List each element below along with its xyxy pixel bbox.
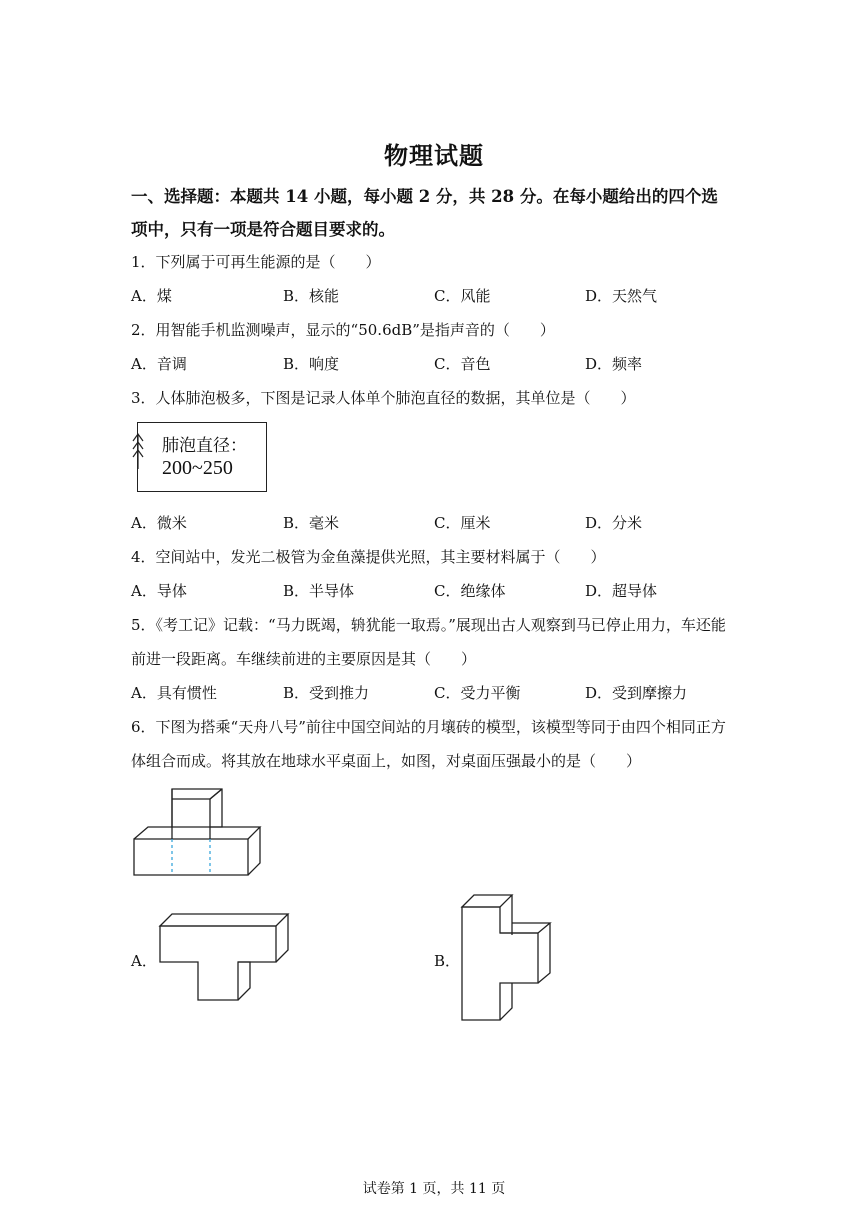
option-a-model-figure [158, 912, 298, 1004]
q4-option-d: D．超导体 [585, 582, 658, 600]
note-value: 200~250 [162, 457, 233, 479]
q1-option-a: A．煤 [131, 287, 172, 305]
q5-option-d: D．受到摩擦力 [585, 684, 688, 702]
page-footer: 试卷第 1 页，共 11 页 [362, 1181, 506, 1197]
question-2-stem: 2．用智能手机监测噪声，显示的“50.6dB”是指声音的（ ） [131, 321, 555, 339]
question-5-stem-line2: 前进一段距离。车继续前进的主要原因是其（ ） [131, 650, 477, 668]
q5-option-c: C．受力平衡 [434, 684, 521, 702]
question-3-stem: 3．人体肺泡极多，下图是记录人体单个肺泡直径的数据，其单位是（ ） [131, 389, 636, 407]
option-b-model-figure [460, 893, 560, 1023]
moon-brick-model-figure [130, 787, 270, 879]
note-label: 肺泡直径： [162, 436, 247, 456]
binding-mark-icon [132, 431, 144, 471]
q1-option-d: D．天然气 [585, 287, 658, 305]
q6-option-a: A． [131, 952, 157, 970]
q6-option-b: B． [434, 952, 461, 970]
q3-option-b: B．毫米 [283, 514, 340, 532]
section-heading-line2: 项中，只有一项是符合题目要求的。 [131, 220, 395, 239]
q4-option-b: B．半导体 [283, 582, 355, 600]
q2-option-d: D．频率 [585, 355, 643, 373]
question-6-stem-line2: 体组合而成。将其放在地球水平桌面上，如图，对桌面压强最小的是（ ） [131, 752, 642, 770]
q4-option-a: A．导体 [131, 582, 187, 600]
question-1-stem: 1．下列属于可再生能源的是（ ） [131, 253, 381, 271]
page-title: 物理试题 [384, 141, 484, 170]
q2-option-a: A．音调 [131, 355, 187, 373]
q1-option-b: B．核能 [283, 287, 340, 305]
question-5-stem-line1: 5．《考工记》记载：“马力既竭，辀犹能一取焉。”展现出古人观察到马已停止用力，车还能 [131, 616, 726, 634]
q5-option-a: A．具有惯性 [131, 684, 217, 702]
q1-option-c: C．风能 [434, 287, 491, 305]
q4-option-c: C．绝缘体 [434, 582, 506, 600]
alveolus-diameter-note [137, 422, 267, 492]
section-heading-line1: 一、选择题：本题共 14 小题，每小题 2 分，共 28 分。在每小题给出的四个选 [131, 187, 718, 206]
q5-option-b: B．受到推力 [283, 684, 370, 702]
q2-option-c: C．音色 [434, 355, 491, 373]
question-4-stem: 4．空间站中，发光二极管为金鱼藻提供光照，其主要材料属于（ ） [131, 548, 606, 566]
q3-option-a: A．微米 [131, 514, 187, 532]
q3-option-d: D．分米 [585, 514, 643, 532]
q2-option-b: B．响度 [283, 355, 340, 373]
question-6-stem-line1: 6．下图为搭乘“天舟八号”前往中国空间站的月壤砖的模型，该模型等同于由四个相同正方 [131, 718, 726, 736]
q3-option-c: C．厘米 [434, 514, 491, 532]
